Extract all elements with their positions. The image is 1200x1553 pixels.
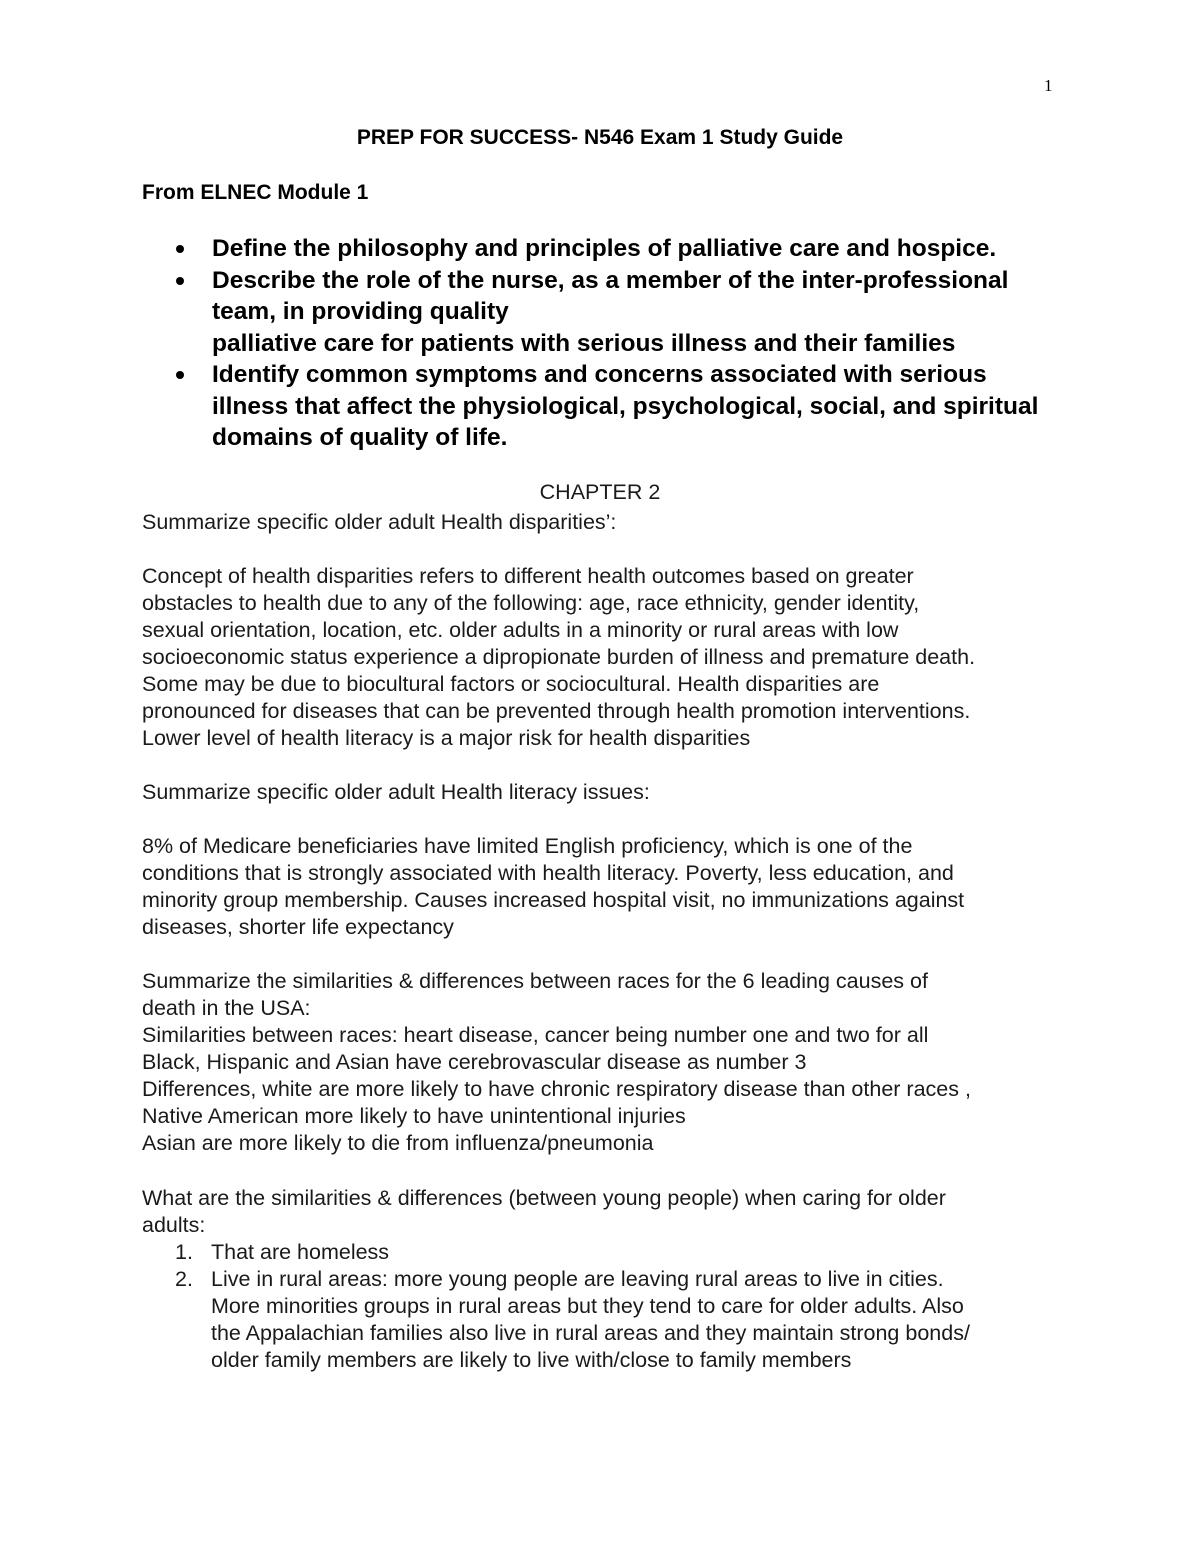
bullet-icon	[176, 245, 184, 253]
objective-item	[142, 233, 1062, 265]
question-text: adults:	[142, 1213, 206, 1237]
objective-item	[142, 265, 1062, 360]
objective-text: Describe the role of the nurse, as a member of the inter-professional	[212, 266, 1009, 294]
list-number: 2.	[175, 1267, 193, 1291]
list-item-text: older family members are likely to live with/close to family members	[211, 1348, 852, 1372]
objective-text: palliative care for patients with serious illness and their families	[212, 329, 956, 357]
literacy-question	[142, 779, 1072, 806]
older-adults-question	[142, 1185, 1072, 1239]
older-adults-list	[142, 1239, 1072, 1374]
answer-line: Concept of health disparities refers to different health outcomes based on greater	[142, 564, 914, 588]
document-title: PREP FOR SUCCESS- N546 Exam 1 Study Guide	[356, 126, 844, 149]
answer-line: sexual orientation, location, etc. older adults in a minority or rural areas with low	[142, 618, 899, 642]
answer-line: Asian are more likely to die from influenza/pneumonia	[142, 1131, 654, 1155]
answer-line: pronounced for diseases that can be prevented through health promotion interventions.	[142, 699, 971, 723]
module-heading: From ELNEC Module 1	[142, 181, 369, 204]
question-text: death in the USA:	[142, 996, 311, 1020]
answer-line: obstacles to health due to any of the following: age, race ethnicity, gender identity,	[142, 591, 920, 615]
objective-text: illness that affect the physiological, psychological, social, and spiritual	[212, 392, 1039, 420]
question-text: Summarize specific older adult Health literacy issues:	[142, 780, 650, 804]
list-item-text: More minorities groups in rural areas but they tend to care for older adults. Also	[211, 1294, 964, 1318]
objectives-list	[142, 233, 1062, 454]
answer-line: Black, Hispanic and Asian have cerebrovascular disease as number 3	[142, 1050, 807, 1074]
objective-text: Identify common symptoms and concerns associated with serious	[212, 361, 987, 388]
list-item-text: That are homeless	[211, 1240, 390, 1264]
page-number: 1	[1044, 76, 1053, 95]
answer-line: conditions that is strongly associated with health literacy. Poverty, less education, and	[142, 861, 954, 885]
answer-line: socioeconomic status experience a dipropionate burden of illness and premature death.	[142, 645, 976, 669]
answer-line: Differences, white are more likely to have chronic respiratory disease than other races ,	[142, 1077, 971, 1101]
list-item	[142, 1266, 1072, 1374]
chapter-heading: CHAPTER 2	[539, 480, 661, 504]
answer-line: diseases, shorter life expectancy	[142, 915, 454, 939]
answer-line: 8% of Medicare beneficiaries have limited English proficiency, which is one of the	[142, 834, 913, 858]
bullet-icon	[176, 277, 184, 285]
question-text: What are the similarities & differences (between young people) when caring for older	[142, 1186, 946, 1210]
objective-item	[142, 359, 1062, 454]
list-item-text: the Appalachian families also live in rural areas and they maintain strong bonds/	[211, 1321, 970, 1345]
causes-of-death-section	[142, 968, 1072, 1157]
list-item-text: Live in rural areas: more young people are leaving rural areas to live in cities.	[211, 1267, 944, 1291]
answer-line: Lower level of health literacy is a major risk for health disparities	[142, 726, 751, 750]
question-text: Summarize specific older adult Health disparities’:	[142, 510, 617, 534]
answer-line: minority group membership. Causes increased hospital visit, no immunizations against	[142, 888, 965, 912]
disparities-answer	[142, 563, 1072, 752]
answer-line: Some may be due to biocultural factors or sociocultural. Health disparities are	[142, 672, 880, 696]
disparities-question	[142, 509, 1072, 536]
answer-line: Similarities between races: heart disease, cancer being number one and two for all	[142, 1023, 929, 1047]
list-item	[142, 1239, 1072, 1266]
literacy-answer	[142, 833, 1072, 941]
objective-text: Define the philosophy and principles of palliative care and hospice.	[212, 235, 997, 262]
question-text: Summarize the similarities & differences between races for the 6 leading causes of	[142, 969, 928, 993]
list-number: 1.	[175, 1240, 193, 1264]
objective-text: domains of quality of life.	[212, 424, 508, 451]
objective-text: team, in providing quality	[212, 298, 509, 325]
bullet-icon	[176, 371, 184, 379]
answer-line: Native American more likely to have unintentional injuries	[142, 1104, 686, 1128]
